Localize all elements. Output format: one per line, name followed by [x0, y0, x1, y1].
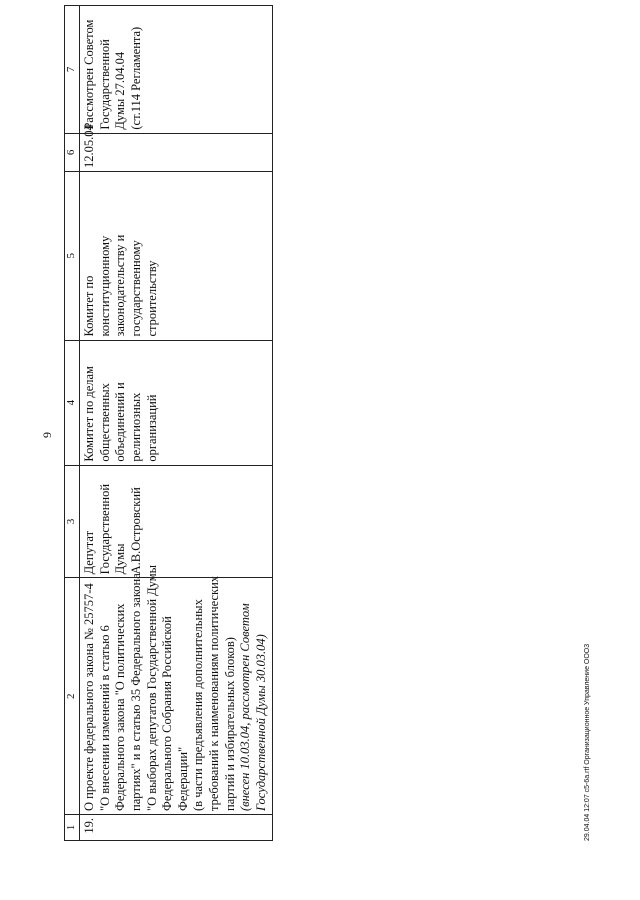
bill-title-line: "О внесении изменений в статью 6 [97, 625, 112, 811]
bill-title-line: партиях" и в статью 35 Федерального закона [128, 573, 143, 811]
initiator-line: Депутат [82, 530, 96, 575]
status-line: Рассмотрен Советом [82, 19, 96, 130]
co-committee-line: конституционному [97, 235, 112, 337]
status-line: Государственной [97, 39, 112, 130]
rotated-document-page [40, 5, 600, 865]
status-line: Думы 27.04.04 [113, 51, 128, 130]
committee-line: организаций [144, 394, 159, 462]
bill-title-line: (в части предъявления дополнительных [191, 599, 206, 811]
column-number: 4 [65, 340, 80, 465]
column-number: 2 [65, 578, 80, 815]
column-number: 6 [65, 133, 80, 171]
bill-submission-note: (внесен 10.03.04, рассмотрен Советом [238, 603, 253, 811]
committee-line: общественных [97, 383, 112, 462]
bill-title-line: партий и избирательных блоков) [222, 637, 237, 811]
co-committee-line: строительству [144, 260, 159, 337]
column-number: 3 [65, 465, 80, 578]
committee-line: объединений и [113, 382, 128, 462]
co-committee-line: государственному [128, 240, 143, 337]
date-value: 12.05.04 [82, 124, 96, 169]
co-committee-line: Комитет по [82, 275, 96, 337]
file-footer: 29.04.04 12:07 c5-6a.rtf Организационное Управление ООО3 [584, 643, 591, 841]
bill-title-cell [80, 564, 273, 815]
column-number: 7 [65, 6, 80, 134]
row-number: 19. [80, 814, 273, 840]
initiator-cell [80, 465, 273, 578]
bill-title-line: Федерального закона "О политических [113, 603, 128, 811]
initiator-line: Думы [113, 543, 128, 575]
page-number: 9 [40, 432, 54, 438]
bill-title-line: О проекте федерального закона № 25757-4 [82, 583, 96, 811]
bill-title-line: "О выборах депутатов Государственной Думы [144, 564, 159, 811]
initiator-line: А.В.Островский [128, 487, 143, 575]
co-committee-cell [80, 172, 273, 340]
date-cell [80, 124, 273, 171]
bill-submission-note: Государственной Думы 30.03.04) [253, 634, 268, 811]
status-line: (ст.114 Регламента) [128, 26, 143, 130]
bill-title-line: Федерального Собрания Российской [160, 616, 175, 811]
committee-line: религиозных [128, 392, 143, 462]
column-number-row [65, 6, 80, 841]
column-number: 1 [65, 814, 80, 840]
responsible-committee-cell [80, 340, 273, 465]
status-cell [80, 6, 273, 134]
bill-title-line: Федерации" [175, 746, 190, 811]
committee-line: Комитет по делам [82, 366, 96, 462]
bills-table [64, 5, 273, 841]
column-number: 5 [65, 172, 80, 340]
bill-title-line: требований к наименованиям политических [207, 575, 221, 811]
table-row [80, 6, 273, 841]
initiator-line: Государственной [97, 483, 112, 575]
co-committee-line: законодательству и [113, 234, 128, 337]
